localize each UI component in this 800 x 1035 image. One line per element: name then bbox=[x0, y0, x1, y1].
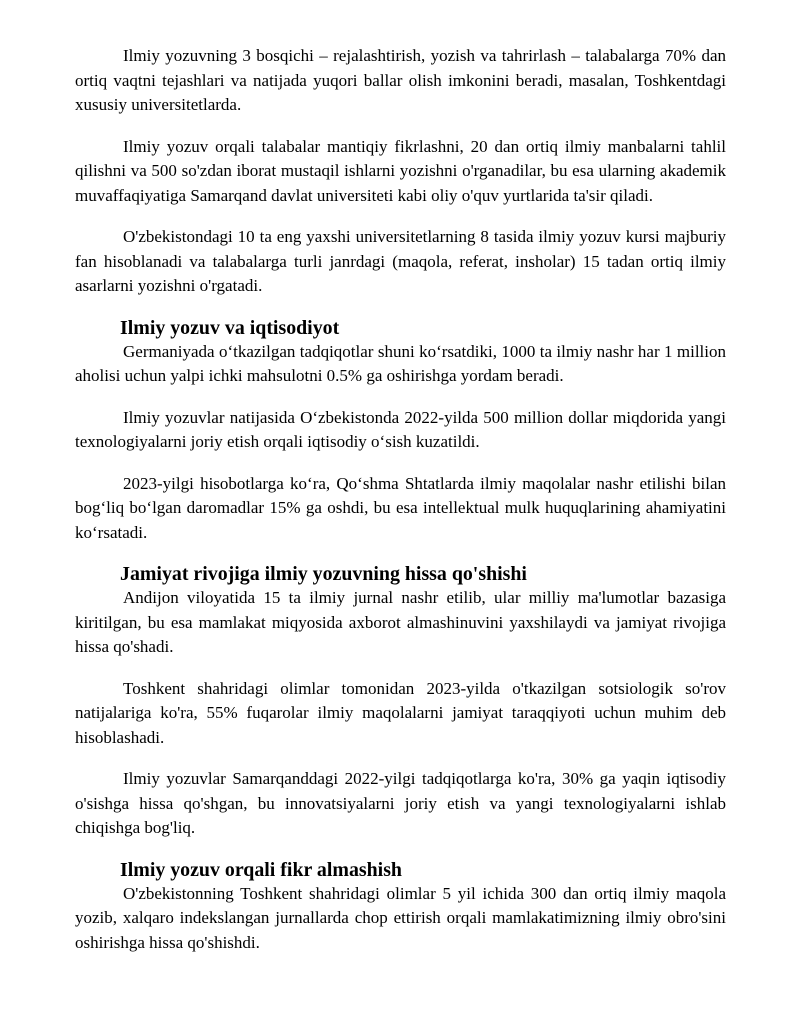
paragraph: Ilmiy yozuvlar Samarqanddagi 2022-yilgi tadqiqotlarga ko'ra, 30% ga yaqin iqtisodiy o'sishga hissa qo'shgan, bu innovatsiyalarni joriy etish va yangi texnologiyalarni ishlab chiqishga bog'liq. bbox=[75, 769, 726, 837]
paragraph: Toshkent shahridagi olimlar tomonidan 2023-yilda o'tkazilgan sotsiologik so'rov natijalariga ko'ra, 55% fuqarolar ilmiy maqolalarni jamiyat taraqqiyoti uchun muhim deb hisoblashadi. bbox=[75, 678, 726, 747]
section-heading: Ilmiy yozuv va iqtisodiyot bbox=[120, 316, 340, 339]
document-page bbox=[75, 44, 726, 955]
section-heading: Jamiyat rivojiga ilmiy yozuvning hissa qo'shishi bbox=[120, 563, 527, 585]
paragraph: Ilmiy yozuv orqali talabalar mantiqiy fikrlashni, 20 dan ortiq ilmiy manbalarni tahlil qilishni va 500 so'zdan iborat mustaqil ishlarni yozishni o'rganadilar, bu esa ularning akademik muvaffaqiyatiga Samarqand davlat universiteti kabi oliy o'quv yurtlarida ta'sir qiladi. bbox=[75, 136, 726, 205]
section-heading: Ilmiy yozuv orqali fikr almashish bbox=[120, 858, 402, 881]
paragraph: O'zbekistonning Toshkent shahridagi olimlar 5 yil ichida 300 dan ortiq ilmiy maqola yozib, xalqaro indekslangan jurnallarda chop ettirish orqali mamlakatimizning ilmiy obro'sini oshirishga hissa qo'shishdi. bbox=[75, 883, 726, 952]
paragraph: Ilmiy yozuvning 3 bosqichi – rejalashtirish, yozish va tahrirlash – talabalarga 70% dan ortiq vaqtni tejashlari va natijada yuqori ballar olish imkonini beradi, masalan, Toshkentdagi xususiy universitetlarda. bbox=[75, 46, 726, 114]
paragraph: O'zbekistondagi 10 ta eng yaxshi universitetlarning 8 tasida ilmiy yozuv kursi majburiy fan hisoblanadi va talabalarga turli janrdagi (maqola, referat, insholar) 15 tadan ortiq ilmiy asarlarni yozishni o'rgatadi. bbox=[75, 227, 726, 295]
paragraph: Ilmiy yozuvlar natijasida Oʻzbekistonda 2022-yilda 500 million dollar miqdorida yangi texnologiyalarni joriy etish orqali iqtisodiy oʻsish kuzatildi. bbox=[75, 407, 726, 451]
paragraph: 2023-yilgi hisobotlarga koʻra, Qoʻshma Shtatlarda ilmiy maqolalar nashr etilishi bilan bogʻliq boʻlgan daromadlar 15% ga oshdi, bu esa intellektual mulk huquqlarining ahamiyatini koʻrsatadi. bbox=[75, 473, 726, 542]
paragraph: Andijon viloyatida 15 ta ilmiy jurnal nashr etilib, ular milliy ma'lumotlar bazasiga kiritilgan, bu esa mamlakat miqyosida axborot almashinuvini yaxshilaydi va jamiyat rivojiga hissa qo'shadi. bbox=[75, 588, 726, 656]
paragraph: Germaniyada oʻtkazilgan tadqiqotlar shuni koʻrsatdiki, 1000 ta ilmiy nashr har 1 million aholisi uchun yalpi ichki mahsulotni 0.5% ga oshirishga yordam beradi. bbox=[75, 341, 726, 385]
